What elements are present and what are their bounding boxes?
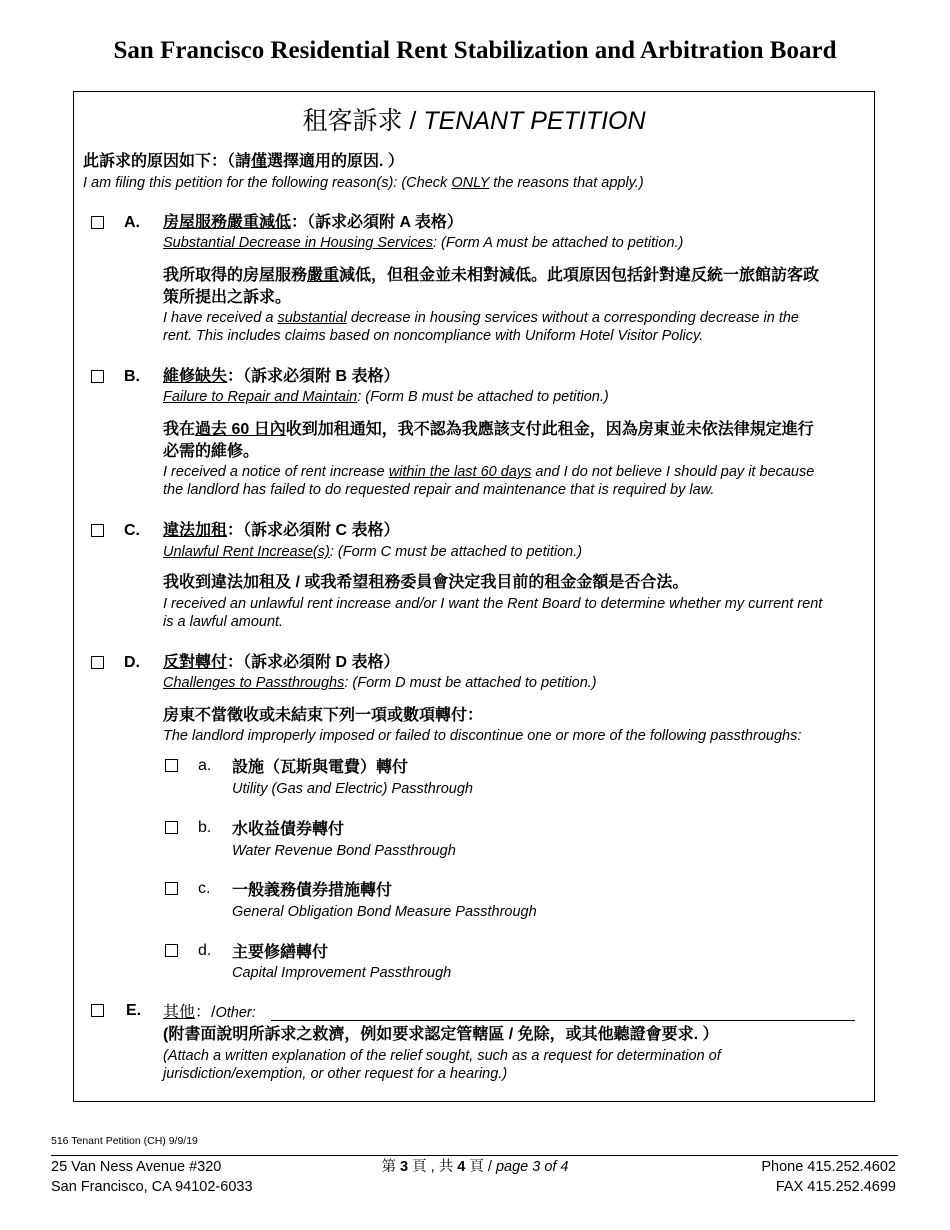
page-zh-total: 4: [457, 1159, 466, 1175]
section-b-desc-en-u: within the last 60 days: [388, 464, 532, 480]
checkbox-e[interactable]: [91, 1004, 104, 1017]
section-a-desc-en-1: [163, 309, 799, 327]
subitem-a-en: Utility (Gas and Electric) Passthrough: [232, 781, 473, 797]
section-e-desc-en-1: (Attach a written explanation of the relief sought, such as a request for determination of: [163, 1048, 721, 1064]
form-title-sep: /: [402, 107, 424, 135]
section-a-title-en: [163, 234, 683, 252]
form-code: 516 Tenant Petition (CH) 9/9/19: [51, 1135, 198, 1147]
intro-en-pre: I am filing this petition for the following reason(s): [83, 175, 394, 191]
page-zh-1: 第: [381, 1159, 400, 1175]
subitem-c-en: General Obligation Bond Measure Passthrough: [232, 904, 537, 920]
section-b-title-zh-rest: ：（訴求必須附 B 表格）: [227, 368, 400, 385]
section-b-desc-en-2: the landlord has failed to do requested repair and maintenance that is required by law.: [163, 482, 715, 498]
section-e-title-en-other: Other:: [215, 1005, 256, 1021]
section-c-title-en: [163, 543, 582, 561]
subitem-a-zh: 設施（瓦斯與電費）轉付: [232, 759, 409, 776]
subitem-d-zh: 主要修繕轉付: [232, 944, 329, 961]
footer-contact: [761, 1157, 896, 1197]
section-c-title-en-u: Unlawful Rent Increase(s): [163, 544, 330, 560]
section-b-desc-zh-u: 過去 60 日內: [195, 421, 286, 438]
section-b-desc-zh-1: [163, 420, 814, 440]
page-zh-2: 頁 , 共: [408, 1159, 458, 1175]
intro-en: [83, 174, 644, 192]
intro-en-colon: : (Check: [393, 175, 452, 191]
form-title-zh: 租客訴求: [302, 107, 403, 135]
section-b-title-en-rest: : (Form B must be attached to petition.): [357, 389, 609, 405]
section-a-desc-zh-2: 策所提出之訴求。: [163, 289, 292, 306]
section-d-title-en-u: Challenges to Passthroughs: [163, 675, 345, 691]
section-b-desc-en-1: [163, 463, 814, 481]
section-c-letter: C.: [124, 522, 140, 539]
section-c-desc-zh: 我收到違法加租及 / 或我希望租務委員會決定我目前的租金金額是否合法。: [163, 574, 689, 591]
fax-number: FAX 415.252.4699: [775, 1179, 896, 1195]
checkbox-a[interactable]: [91, 216, 104, 229]
section-e-desc-zh: (附書面說明所訴求之救濟，例如要求認定管轄區 / 免除，或其他聽證會要求. ）: [163, 1026, 719, 1043]
checkbox-b[interactable]: [91, 370, 104, 383]
subitem-d-en: Capital Improvement Passthrough: [232, 965, 452, 981]
section-d-desc-zh: 房東不當徵收或未結束下列一項或數項轉付：: [163, 707, 484, 724]
section-d-title-zh-u: 反對轉付: [163, 654, 228, 671]
section-c-title-zh-u: 違法加租: [163, 522, 228, 539]
section-b-title-zh-u: 維修缺失: [163, 368, 228, 385]
petition-form-box: [73, 91, 875, 1102]
page-en: page 3 of 4: [495, 1159, 569, 1175]
section-a-title-zh: [163, 213, 463, 233]
section-c-title-zh: [163, 521, 399, 541]
section-a-desc-zh-1a: 我所取得的房屋服務: [163, 267, 308, 284]
subitem-c-letter: c.: [198, 880, 211, 897]
section-a-desc-en-u: substantial: [277, 310, 347, 326]
other-input-line[interactable]: [271, 1020, 855, 1021]
section-a-desc-en-1b: decrease in housing services without a corresponding decrease in the: [346, 310, 799, 326]
form-title: [74, 106, 874, 136]
address-line-2: San Francisco, CA 94102-6033: [51, 1179, 253, 1195]
section-e-letter: E.: [126, 1002, 142, 1019]
intro-zh-post: 選擇適用的原因. ）: [267, 153, 404, 170]
intro-en-only: ONLY: [451, 175, 490, 191]
section-e-title-zh-rest: ：/: [195, 1004, 216, 1021]
intro-en-post: the reasons that apply.): [489, 175, 644, 191]
footer-divider: [51, 1155, 898, 1156]
section-d-title-zh-rest: ：（訴求必須附 D 表格）: [227, 654, 400, 671]
checkbox-d-a[interactable]: [165, 759, 178, 772]
checkbox-c[interactable]: [91, 524, 104, 537]
intro-zh-only: 僅: [251, 153, 268, 170]
section-d-title-en-rest: : (Form D must be attached to petition.): [344, 675, 597, 691]
page-sep: /: [483, 1159, 496, 1175]
checkbox-d-b[interactable]: [165, 821, 178, 834]
section-c-title-zh-rest: ：（訴求必須附 C 表格）: [227, 522, 400, 539]
page-zh-3: 頁: [465, 1159, 484, 1175]
subitem-d-letter: d.: [198, 942, 212, 959]
address-line-1: 25 Van Ness Avenue #320: [51, 1159, 222, 1175]
section-c-title-en-rest: : (Form C must be attached to petition.): [329, 544, 583, 560]
section-b-desc-zh-1b: 收到加租通知，我不認為我應該支付此租金，因為房東並未依法律規定進行: [285, 421, 814, 438]
section-a-desc-zh-u: 嚴重: [307, 267, 340, 284]
intro-zh-pre: 此訴求的原因如下：（請: [83, 153, 252, 170]
section-a-title-zh-u: 房屋服務嚴重減低: [163, 214, 292, 231]
subitem-c-zh: 一般義務債券措施轉付: [232, 882, 393, 899]
section-a-desc-en-1a: I have received a: [163, 310, 278, 326]
checkbox-d-d[interactable]: [165, 944, 178, 957]
section-a-title-zh-rest: ：（訴求必須附 A 表格）: [291, 214, 463, 231]
form-title-en: TENANT PETITION: [423, 107, 646, 135]
section-b-title-zh: [163, 367, 399, 387]
subitem-a-letter: a.: [198, 757, 212, 774]
section-a-title-en-rest: : (Form A must be attached to petition.): [433, 235, 684, 251]
section-b-desc-en-1a: I received a notice of rent increase: [163, 464, 389, 480]
section-b-title-en: [163, 388, 609, 406]
phone-number: Phone 415.252.4602: [761, 1159, 896, 1175]
intro-zh: [83, 152, 404, 172]
section-c-desc-en-1: I received an unlawful rent increase and/or I want the Rent Board to determine whether my current rent: [163, 596, 823, 612]
section-e-title: [163, 1003, 256, 1023]
checkbox-d-c[interactable]: [165, 882, 178, 895]
page-zh-num: 3: [400, 1159, 409, 1175]
section-a-title-en-u: Substantial Decrease in Housing Services: [163, 235, 433, 251]
section-b-desc-en-1b: and I do not believe I should pay it because: [531, 464, 815, 480]
board-title: San Francisco Residential Rent Stabilization and Arbitration Board: [113, 37, 837, 64]
section-e-title-zh-u: 其他: [163, 1004, 196, 1021]
subitem-b-letter: b.: [198, 819, 212, 836]
section-d-title-en: [163, 674, 597, 692]
section-d-title-zh: [163, 653, 399, 673]
section-e-desc-en-2: jurisdiction/exemption, or other request for a hearing.): [163, 1066, 508, 1082]
section-b-letter: B.: [124, 368, 140, 385]
section-b-desc-zh-2: 必需的維修。: [163, 443, 260, 460]
subitem-b-en: Water Revenue Bond Passthrough: [232, 843, 456, 859]
section-d-desc-en: The landlord improperly imposed or failed to discontinue one or more of the following passthroughs:: [163, 728, 802, 744]
section-b-title-en-u: Failure to Repair and Maintain: [163, 389, 358, 405]
section-a-letter: A.: [124, 214, 140, 231]
subitem-b-zh: 水收益債券轉付: [232, 821, 345, 838]
section-c-desc-en-2: is a lawful amount.: [163, 614, 284, 630]
section-b-desc-zh-1a: 我在: [163, 421, 196, 438]
section-a-desc-en-2: rent. This includes claims based on noncompliance with Uniform Hotel Visitor Policy.: [163, 328, 704, 344]
section-a-desc-zh-1b: 減低，但租金並未相對減低。此項原因包括針對違反統一旅館訪客政: [339, 267, 820, 284]
checkbox-d[interactable]: [91, 656, 104, 669]
section-a-desc-zh-1: [163, 266, 819, 286]
section-d-letter: D.: [124, 654, 140, 671]
